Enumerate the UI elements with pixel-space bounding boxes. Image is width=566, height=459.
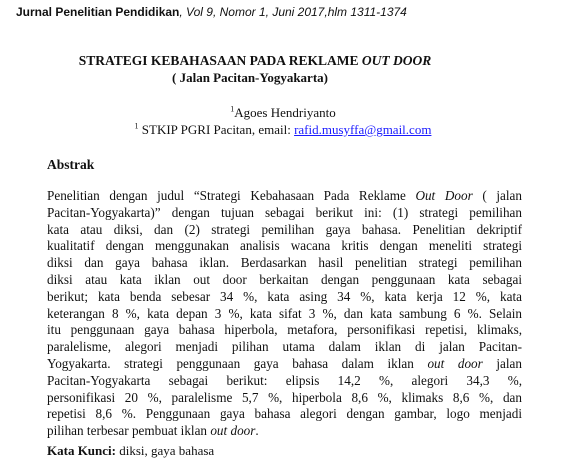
abstract-line — [47, 390, 522, 407]
abstract-text: kualitatif dengan menggunakan analisis wacana kritis dengan meneliti strategi — [47, 238, 522, 254]
abstract-line — [47, 339, 522, 356]
paper-subtitle: ( Jalan Pacitan-Yogyakarta) — [172, 70, 328, 85]
affiliation-text: STKIP PGRI Pacitan, email: — [138, 122, 295, 137]
abstract-text: Pacitan-Yogyakarta sebagai berikut: elipsis 14,2 %, alegori 34,3 %, — [47, 372, 522, 388]
paper-title-main: STRATEGI KEBAHASAAN PADA REKLAME — [78, 53, 362, 68]
email-link[interactable]: rafid.musyffa@gmail.com — [294, 122, 432, 137]
author-superscript: 1 — [230, 104, 235, 114]
author-name: Agoes Hendriyanto — [234, 105, 336, 120]
affiliation-superscript: 1 — [134, 121, 139, 131]
abstract-line — [47, 406, 522, 423]
abstract-text: . — [255, 423, 259, 439]
abstract-text: Penelitian dengan judul “Strategi Kebahasaan Pada Reklame — [47, 188, 416, 203]
keywords-line — [47, 443, 214, 459]
abstract-text: jalan — [482, 355, 522, 371]
keywords-label: Kata Kunci: — [47, 443, 116, 458]
paper-title-italic: OUT DOOR — [361, 53, 432, 68]
abstract-text: ( jalan — [472, 188, 522, 203]
abstract-text: diksi atau kata iklan out door berkaitan dengan penggunaan kata sebagai — [47, 271, 522, 287]
abstract-heading: Abstrak — [47, 157, 95, 172]
abstract-text: pilihan terbesar pembuat iklan — [47, 423, 211, 439]
abstract-text: kata atau diksi, dan (2) strategi pemilihan gaya bahasa. Penelitian dekriptif — [47, 221, 522, 237]
abstract-line — [47, 289, 522, 306]
author-line — [0, 104, 566, 122]
affiliation-line — [0, 121, 566, 139]
journal-volume-info: , Vol 9, Nomor 1, Juni 2017,hlm 1311-1374 — [179, 5, 407, 19]
abstract-italic-term: out door — [427, 355, 483, 371]
abstract-line — [47, 238, 522, 255]
abstract-line — [47, 306, 522, 323]
abstract-text: keterangan 8 %, kata depan 3 %, kata sifat 3 %, dan kata sambung 6 %. Selain — [47, 305, 522, 321]
abstract-text: diksi dan gaya bahasa iklan. Berdasarkan hasil penelitian strategi pemilihan — [47, 255, 522, 271]
abstract-body — [47, 188, 522, 440]
journal-name: Jurnal Penelitian Pendidikan — [16, 5, 180, 19]
abstract-text: berikut; kata benda sebesar 34 %, kata asing 34 %, kata kerja 12 %, kata — [47, 288, 522, 304]
abstract-line — [47, 373, 522, 390]
abstract-line — [47, 188, 522, 205]
abstract-text: Pacitan-Yogyakarta)” dengan tujuan sebagai berikut ini: (1) strategi pemilihan — [47, 204, 522, 220]
abstract-text: Yogyakarta. strategi penggunaan gaya bahasa dalam iklan — [47, 355, 428, 371]
abstract-italic-term: out door — [210, 423, 256, 439]
paper-title — [0, 52, 508, 70]
abstract-line — [47, 222, 522, 239]
abstract-line — [47, 356, 522, 373]
abstract-line — [47, 322, 522, 339]
abstract-text: itu penggunaan gaya bahasa hiperbola, metafora, personifikasi repetisi, klimaks, — [47, 322, 522, 338]
abstract-line — [47, 272, 522, 289]
abstract-text: paralelisme, alegori menjadi pilihan utama dalam iklan di jalan Pacitan- — [47, 339, 522, 355]
keywords-text: diksi, gaya bahasa — [115, 443, 215, 458]
abstract-line — [47, 423, 522, 440]
abstract-text: personifikasi 20 %, paralelisme 5,7 %, hiperbola 8,6 %, klimaks 8,6 %, dan — [47, 389, 522, 405]
abstract-text: repetisi 8,6 %. Penggunaan gaya bahasa alegori dengan gambar, logo menjadi — [47, 406, 522, 422]
abstract-italic-term: Out Door — [415, 188, 473, 203]
abstract-line — [47, 205, 522, 222]
journal-header — [16, 4, 556, 20]
abstract-line — [47, 255, 522, 272]
